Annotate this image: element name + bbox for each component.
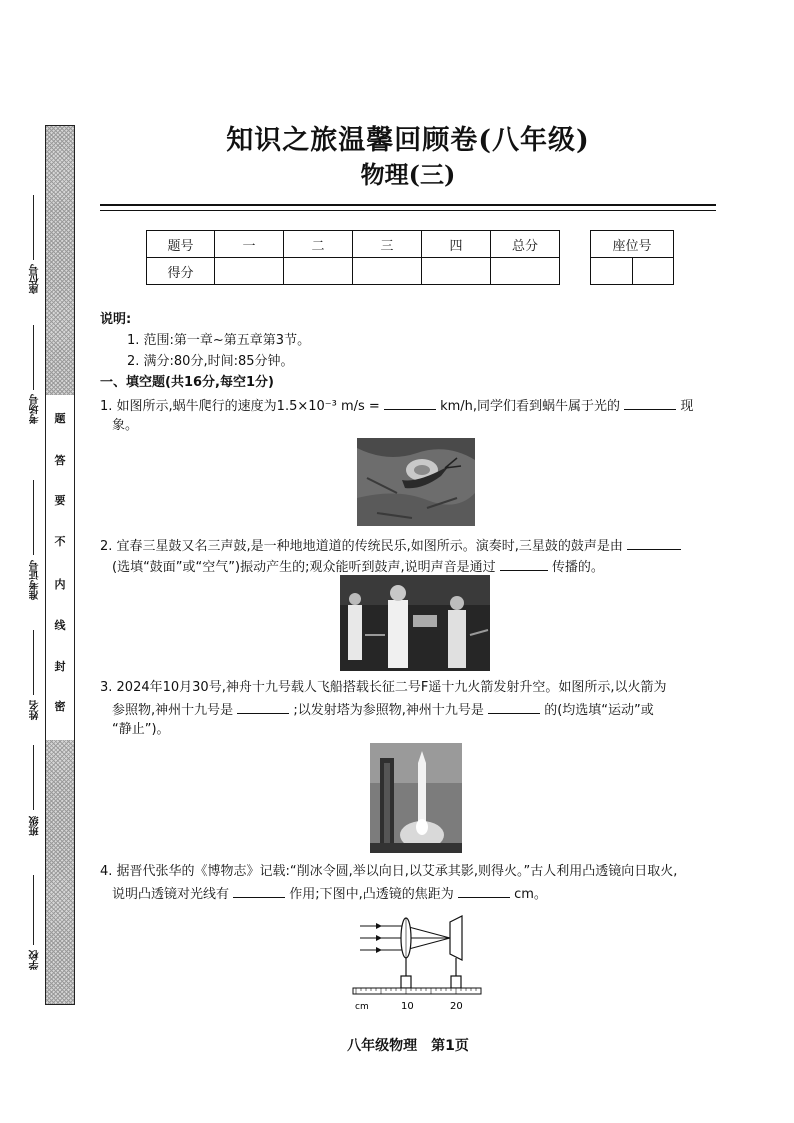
score-cell[interactable] xyxy=(353,258,422,285)
instruction-item: 1. 范围:第一章~第五章第3节。 xyxy=(127,333,311,348)
question-2 xyxy=(100,535,720,557)
page-subtitle: 物理(三) xyxy=(360,160,456,189)
seat-table xyxy=(590,230,674,285)
drum-performance-photo xyxy=(340,575,490,671)
answer-blank[interactable] xyxy=(237,699,289,714)
answer-blank[interactable] xyxy=(233,883,285,898)
seal-char: 线 xyxy=(54,619,66,632)
answer-blank[interactable] xyxy=(624,395,676,410)
question-3: 3. 2024年10月30号,神舟十九号载人飞船搭载长征二号F遥十九火箭发射升空。如图所示,以火箭为 xyxy=(100,680,667,695)
answer-blank[interactable] xyxy=(500,556,548,571)
q1-text: km/h,同学们看到蜗牛属于光的 xyxy=(440,399,621,414)
admission-number-label: 准考证号 xyxy=(30,560,41,600)
convex-lens-diagram xyxy=(350,908,485,1014)
seat-cell[interactable] xyxy=(632,258,674,285)
instructions-heading: 说明: xyxy=(100,312,132,327)
name-label: 姓名 xyxy=(30,700,41,720)
score-header: 一 xyxy=(215,231,284,258)
score-header: 题号 xyxy=(147,231,215,258)
score-cell[interactable] xyxy=(422,258,491,285)
score-header: 三 xyxy=(353,231,422,258)
class-label: 班级 xyxy=(30,816,41,836)
fill-line[interactable] xyxy=(33,745,34,810)
question-1 xyxy=(100,395,720,417)
seat-number-label: 座位号 xyxy=(30,264,41,294)
question-3-line2 xyxy=(112,699,654,721)
question-4: 4. 据晋代张华的《博物志》记载:“削冰令圆,举以向日,以艾承其影,则得火。”古人利用凸透镜向日取火, xyxy=(100,864,678,879)
seal-area xyxy=(46,395,74,740)
q2-text: (选填“鼓面”或“空气”)振动产生的;观众能听到鼓声,说明声音是通过 xyxy=(112,560,496,575)
score-cell[interactable] xyxy=(215,258,284,285)
q1-text: 象。 xyxy=(112,418,139,433)
seal-char: 题 xyxy=(54,412,66,425)
q2-text: 传播的。 xyxy=(551,560,604,575)
rocket-launch-photo xyxy=(370,743,462,853)
answer-blank[interactable] xyxy=(488,699,540,714)
seal-char: 要 xyxy=(54,494,66,507)
snail-photo xyxy=(357,438,475,526)
divider xyxy=(100,210,716,211)
score-header: 四 xyxy=(422,231,491,258)
score-cell[interactable] xyxy=(284,258,353,285)
answer-blank[interactable] xyxy=(384,395,436,410)
q4-text: cm。 xyxy=(514,887,547,902)
q4-text: 作用;下图中,凸透镜的焦距为 xyxy=(289,887,454,902)
ruler-unit-label: cm xyxy=(355,1002,369,1012)
q1-text: 现 xyxy=(680,399,694,414)
score-header: 二 xyxy=(284,231,353,258)
question-4-line2 xyxy=(112,883,547,905)
seat-cell[interactable] xyxy=(591,258,633,285)
seal-char: 密 xyxy=(54,700,66,713)
score-table xyxy=(146,230,560,285)
q3-text: 参照物,神州十九号是 xyxy=(112,703,234,718)
answer-blank[interactable] xyxy=(627,535,681,550)
q3-text: “静止”)。 xyxy=(112,722,170,737)
score-cell[interactable] xyxy=(491,258,560,285)
page-title: 知识之旅温馨回顾卷(八年级) xyxy=(226,125,590,156)
fill-line[interactable] xyxy=(33,875,34,945)
exam-room-label: 考场号 xyxy=(30,394,41,424)
page-footer: 八年级物理 第1页 xyxy=(347,1038,469,1054)
fill-line[interactable] xyxy=(33,480,34,555)
seal-char: 答 xyxy=(54,454,66,467)
fill-line[interactable] xyxy=(33,195,34,260)
instruction-item: 2. 满分:80分,时间:85分钟。 xyxy=(127,354,294,369)
score-header: 总分 xyxy=(491,231,560,258)
ruler-tick-label: 20 xyxy=(450,1001,463,1012)
q4-text: 说明凸透镜对光线有 xyxy=(112,887,230,902)
seal-char: 不 xyxy=(54,535,66,548)
q3-text: 的(均选填“运动”或 xyxy=(544,703,654,718)
q3-text: ;以发射塔为参照物,神州十九号是 xyxy=(293,703,484,718)
seat-header: 座位号 xyxy=(591,231,674,258)
ruler-tick-label: 10 xyxy=(401,1001,414,1012)
answer-blank[interactable] xyxy=(458,883,510,898)
q2-text: 2. 宜春三星鼓又名三声鼓,是一种地地道道的传统民乐,如图所示。演奏时,三星鼓的鼓声是由 xyxy=(100,539,623,554)
seal-char: 内 xyxy=(54,578,66,591)
divider xyxy=(100,204,716,206)
fill-line[interactable] xyxy=(33,325,34,390)
q1-text: 1. 如图所示,蜗牛爬行的速度为1.5×10⁻³ m/s = xyxy=(100,399,380,414)
section-heading: 一、填空题(共16分,每空1分) xyxy=(100,375,274,390)
fill-line[interactable] xyxy=(33,630,34,695)
seal-char: 封 xyxy=(54,660,66,673)
score-row-label: 得分 xyxy=(147,258,215,285)
school-label: 学校 xyxy=(30,950,41,970)
